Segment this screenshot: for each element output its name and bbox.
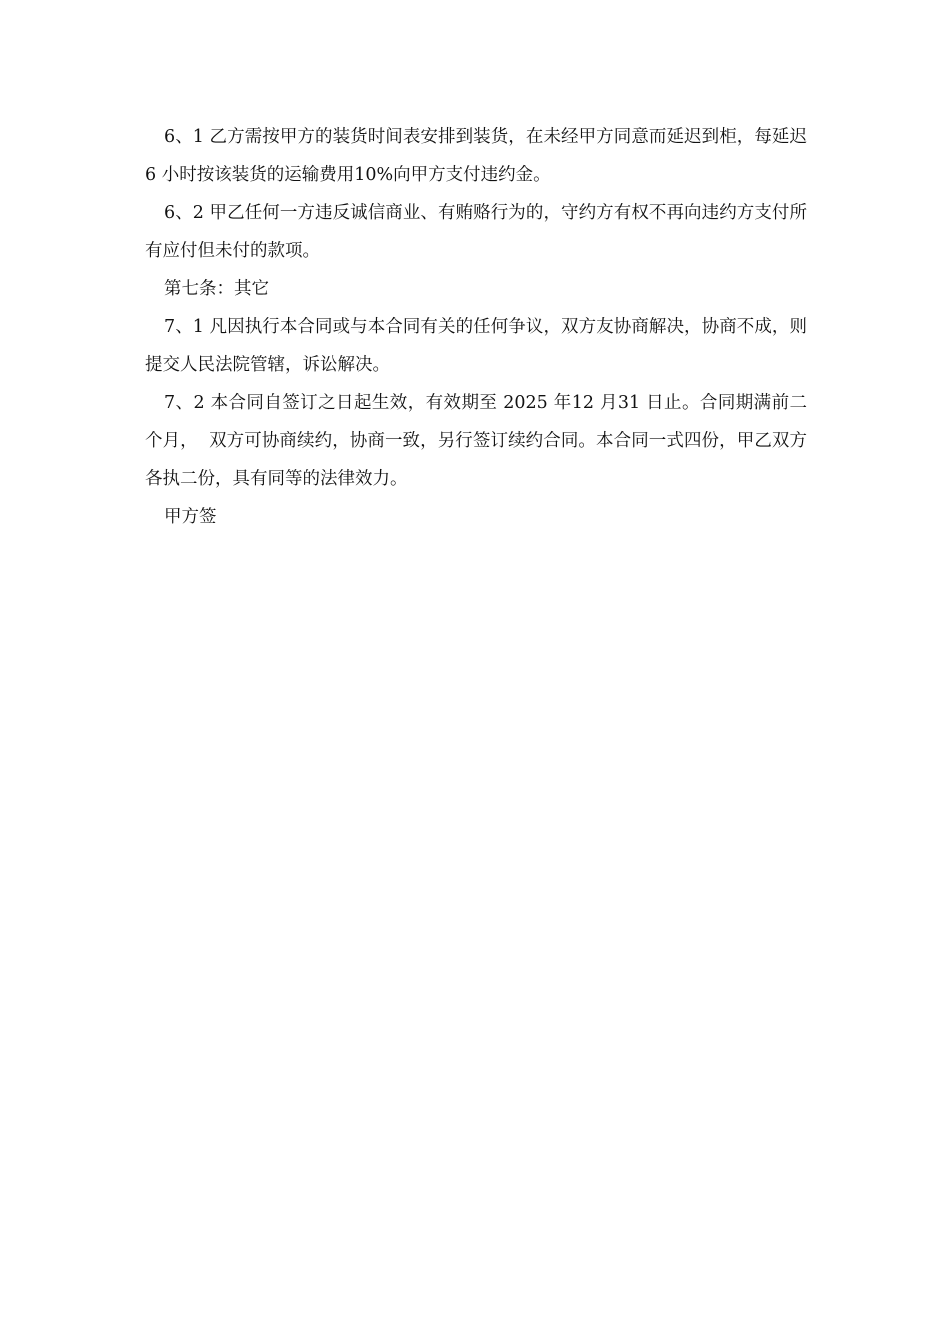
clause-7-1: 7、1 凡因执行本合同或与本合同有关的任何争议，双方友协商解决，协商不成，则提交人民法院管辖，诉讼解决。 (145, 317, 807, 375)
contract-body (145, 118, 813, 536)
clause-7-2: 7、2 本合同自签订之日起生效，有效期至 2025 年12 月31 日止。合同期满前二个月， 双方可协商续约，协商一致，另行签订续约合同。本合同一式四份，甲乙双方各执二份，具有同等的法律效力。 (145, 393, 807, 489)
party-a-signature-label: 甲方签 (164, 507, 217, 527)
clause-6-2: 6、2 甲乙任何一方违反诚信商业、有贿赂行为的，守约方有权不再向违约方支付所有应付但未付的款项。 (145, 203, 807, 261)
article-7-heading: 第七条：其它 (164, 279, 269, 299)
clause-6-1: 6、1 乙方需按甲方的装货时间表安排到装货，在未经甲方同意而延迟到柜，每延迟 6 小时按该装货的运输费用10%向甲方支付违约金。 (145, 127, 813, 185)
